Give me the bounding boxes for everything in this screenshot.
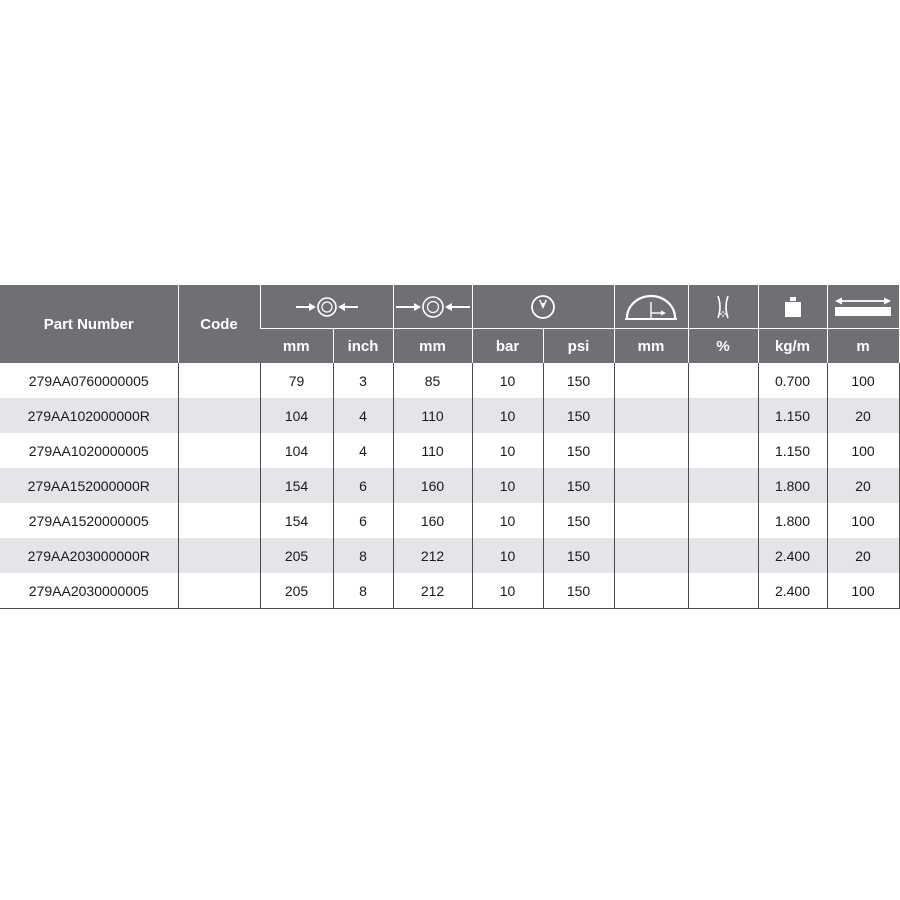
length-cell: 100 — [827, 573, 899, 609]
unit-percent: % — [688, 329, 758, 364]
table-row — [0, 538, 900, 573]
id-mm-cell: 79 — [260, 363, 333, 398]
bend-cell — [614, 573, 688, 609]
unit-kg-per-m: kg/m — [758, 329, 827, 364]
header-inner-diameter — [260, 285, 393, 329]
weight-cell: 1.150 — [758, 398, 827, 433]
table-row — [0, 468, 900, 503]
bend-cell — [614, 538, 688, 573]
psi-cell: 150 — [543, 433, 614, 468]
header-code: Code — [178, 285, 260, 363]
weight-cell: 2.400 — [758, 538, 827, 573]
part-number-cell: 279AA2030000005 — [0, 573, 178, 609]
weight-icon — [778, 292, 808, 322]
length-cell: 100 — [827, 363, 899, 398]
bar-cell: 10 — [472, 398, 543, 433]
id-mm-cell: 104 — [260, 398, 333, 433]
header-part-number: Part Number — [0, 285, 178, 363]
od-mm-cell: 160 — [393, 468, 472, 503]
vacuum-cell — [688, 363, 758, 398]
vacuum-cell — [688, 503, 758, 538]
vacuum-cell — [688, 573, 758, 609]
bar-cell: 10 — [472, 503, 543, 538]
code-cell — [178, 468, 260, 503]
od-mm-cell: 110 — [393, 398, 472, 433]
vacuum-cell — [688, 468, 758, 503]
code-cell — [178, 503, 260, 538]
length-cell: 100 — [827, 503, 899, 538]
pressure-gauge-icon — [528, 292, 558, 322]
weight-cell: 1.150 — [758, 433, 827, 468]
id-inch-cell: 6 — [333, 468, 393, 503]
bend-cell — [614, 363, 688, 398]
unit-bar: bar — [472, 329, 543, 364]
bar-cell: 10 — [472, 433, 543, 468]
code-cell — [178, 398, 260, 433]
id-inch-cell: 4 — [333, 433, 393, 468]
code-cell — [178, 363, 260, 398]
id-mm-cell: 154 — [260, 468, 333, 503]
table-row — [0, 363, 900, 398]
header-length — [827, 285, 899, 329]
vacuum-cell — [688, 433, 758, 468]
od-mm-cell: 212 — [393, 538, 472, 573]
header-working-pressure — [472, 285, 614, 329]
id-mm-cell: 104 — [260, 433, 333, 468]
code-cell — [178, 433, 260, 468]
part-number-cell: 279AA102000000R — [0, 398, 178, 433]
part-number-cell: 279AA152000000R — [0, 468, 178, 503]
outer-diameter-icon — [394, 292, 472, 322]
od-mm-cell: 160 — [393, 503, 472, 538]
unit-id-inch: inch — [333, 329, 393, 364]
psi-cell: 150 — [543, 538, 614, 573]
bar-cell: 10 — [472, 538, 543, 573]
header-vacuum — [688, 285, 758, 329]
code-cell — [178, 573, 260, 609]
bar-cell: 10 — [472, 363, 543, 398]
bend-radius-icon — [621, 292, 681, 322]
id-mm-cell: 205 — [260, 573, 333, 609]
od-mm-cell: 110 — [393, 433, 472, 468]
od-mm-cell: 212 — [393, 573, 472, 609]
bend-cell — [614, 468, 688, 503]
id-mm-cell: 205 — [260, 538, 333, 573]
id-inch-cell: 3 — [333, 363, 393, 398]
unit-od-mm: mm — [393, 329, 472, 364]
id-inch-cell: 8 — [333, 538, 393, 573]
table-row — [0, 573, 900, 609]
psi-cell: 150 — [543, 363, 614, 398]
bar-cell: 10 — [472, 468, 543, 503]
id-inch-cell: 8 — [333, 573, 393, 609]
table-row — [0, 433, 900, 468]
weight-cell: 1.800 — [758, 468, 827, 503]
weight-cell: 1.800 — [758, 503, 827, 538]
part-number-cell: 279AA1520000005 — [28, 512, 149, 529]
bend-cell — [614, 433, 688, 468]
unit-m: m — [827, 329, 899, 364]
psi-cell: 150 — [543, 573, 614, 609]
unit-psi: psi — [543, 329, 614, 364]
length-icon — [832, 292, 894, 322]
vacuum-cell — [688, 398, 758, 433]
vacuum-icon — [708, 292, 738, 322]
header-row — [0, 285, 900, 329]
psi-cell: 150 — [543, 503, 614, 538]
length-cell: 20 — [827, 468, 899, 503]
table-row — [0, 398, 900, 433]
length-cell: 100 — [827, 433, 899, 468]
bend-cell — [614, 398, 688, 433]
part-number-cell: 279AA1020000005 — [28, 442, 149, 459]
psi-cell: 150 — [543, 398, 614, 433]
id-mm-cell: 154 — [260, 503, 333, 538]
header-bend-radius — [614, 285, 688, 329]
psi-cell: 150 — [543, 468, 614, 503]
weight-cell: 2.400 — [758, 573, 827, 609]
vacuum-cell — [688, 538, 758, 573]
inner-diameter-icon — [292, 292, 362, 322]
weight-cell: 0.700 — [758, 363, 827, 398]
spec-table — [0, 285, 900, 609]
bend-cell — [614, 503, 688, 538]
id-inch-cell: 4 — [333, 398, 393, 433]
od-mm-cell: 85 — [393, 363, 472, 398]
code-cell — [178, 538, 260, 573]
bar-cell: 10 — [472, 573, 543, 609]
id-inch-cell: 6 — [333, 503, 393, 538]
unit-id-mm: mm — [260, 329, 333, 364]
header-weight — [758, 285, 827, 329]
length-cell: 20 — [827, 398, 899, 433]
unit-bend-mm: mm — [614, 329, 688, 364]
header-outer-diameter — [393, 285, 472, 329]
part-number-cell: 279AA0760000005 — [28, 372, 149, 389]
part-number-cell: 279AA203000000R — [0, 538, 178, 573]
table-row — [0, 503, 900, 538]
length-cell: 20 — [827, 538, 899, 573]
